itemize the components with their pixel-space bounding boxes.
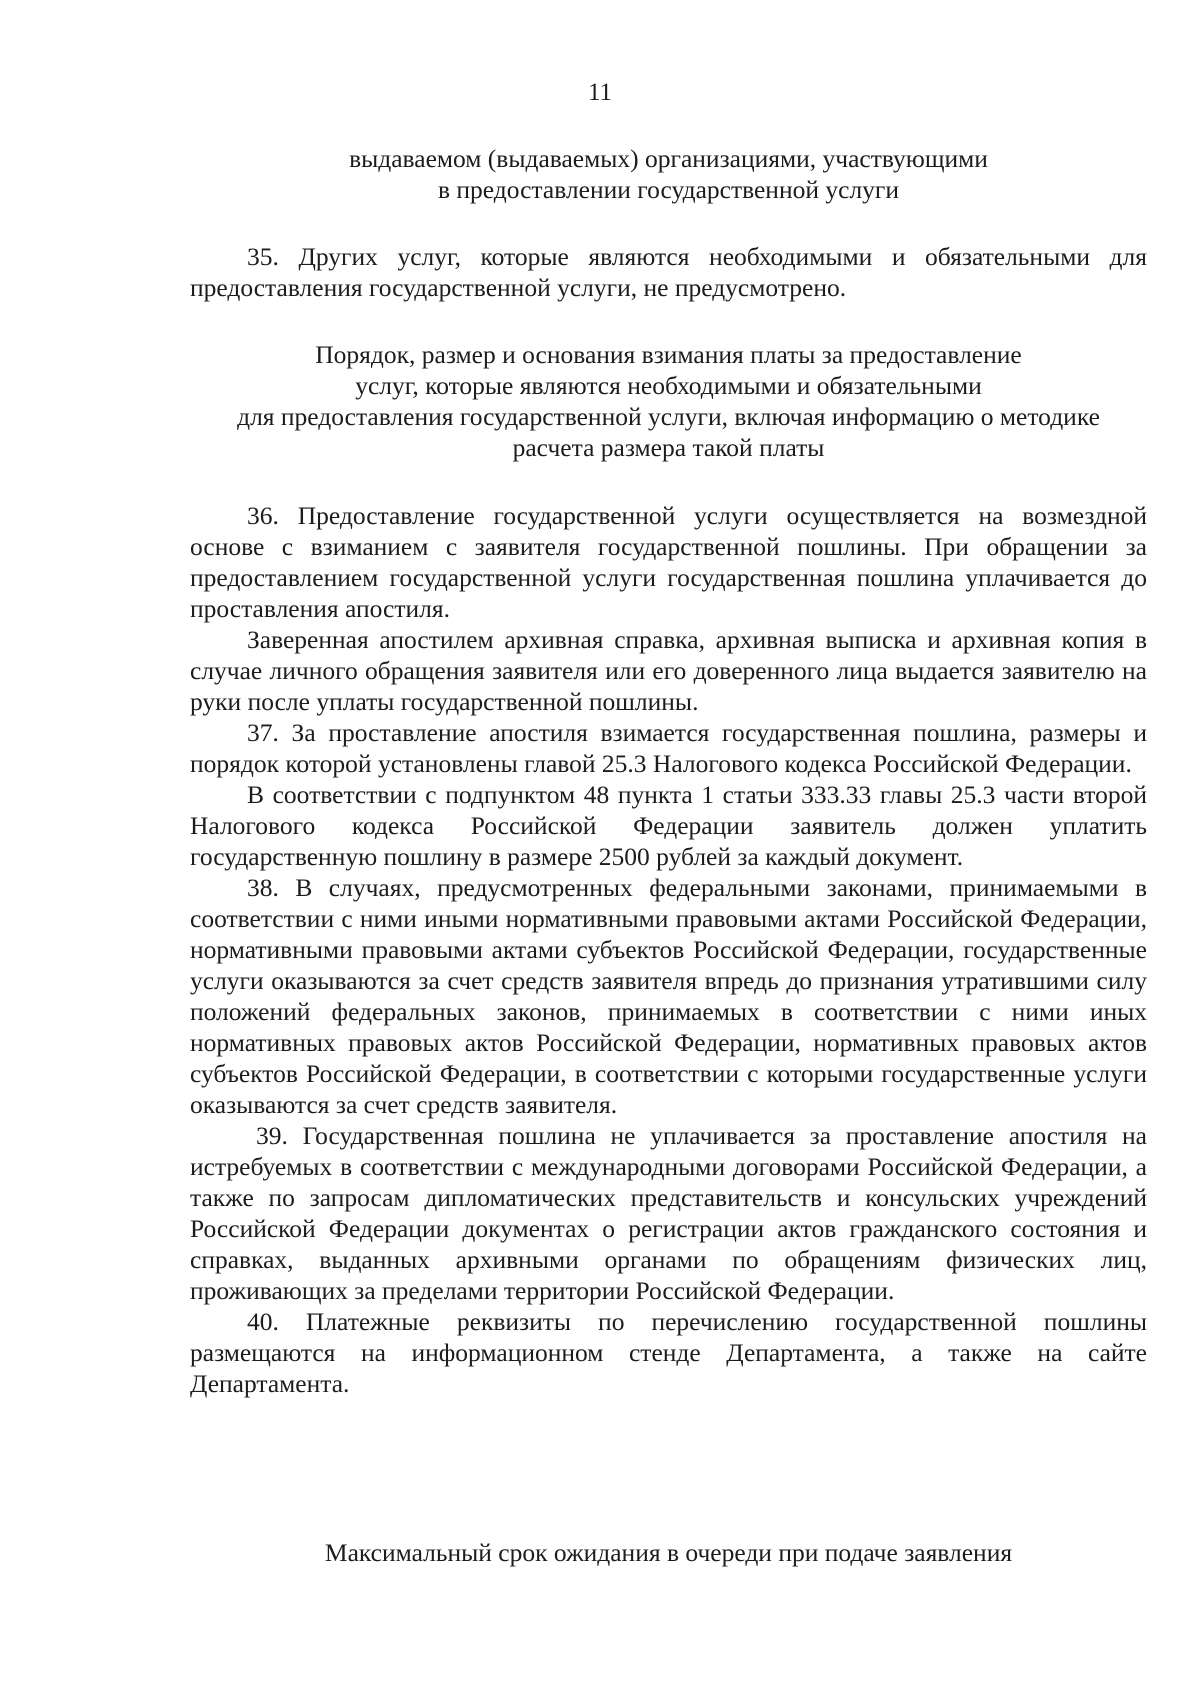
page-number: 11 <box>587 79 613 106</box>
paragraph-block <box>190 500 1147 1399</box>
paragraph-37: 37. За проставление апостиля взимается государственная пошлина, размеры и порядок которой установлены главой 25.3 Налогового кодекса Российской Федерации. <box>190 718 1147 778</box>
heading-line: услуг, которые являются необходимыми и обязательными <box>355 371 982 400</box>
heading-line: для предоставления государственной услуги, включая информацию о методике <box>237 402 1100 431</box>
section-heading-fees <box>190 339 1147 463</box>
paragraph-37-continued: В соответствии с подпунктом 48 пункта 1 статьи 333.33 главы 25.3 части второй Налогового кодекса Российской Федерации заявитель должен уплатить государственную пошлину в размере 2500 рублей за каждый документ. <box>190 780 1147 871</box>
paragraph-39: 39. Государственная пошлина не уплачивается за проставление апостиля на истребуемых в соответствии с международными договорами Российской Федерации, а также по запросам дипломатических представительств и консульских учреждений Российской Федерации документах о регистрации актов гражданского состояния и справках, выданных архивными органами по обращениям физических лиц, проживающих за пределами территории Российской Федерации. <box>190 1121 1147 1305</box>
paragraph-block <box>190 241 1147 303</box>
paragraph-36-continued: Заверенная апостилем архивная справка, архивная выписка и архивная копия в случае личного обращения заявителя или его доверенного лица выдается заявителю на руки после уплаты государственной пошлины. <box>190 625 1147 716</box>
heading-line: в предоставлении государственной услуги <box>437 175 900 204</box>
paragraph-38: 38. В случаях, предусмотренных федеральными законами, принимаемыми в соответствии с ними иными нормативными правовыми актами Российской Федерации, нормативными правовыми актами субъектов Российской Федерации, государственные услуги оказываются за счет средств заявителя впредь до признания утратившими силу положений федеральных законов, принимаемых в соответствии с ними иных нормативных правовых актов Российской Федерации, нормативных правовых актов субъектов Российской Федерации, в соответствии с которыми государственные услуги оказываются за счет средств заявителя. <box>190 873 1147 1119</box>
section-heading-queue <box>190 1537 1147 1568</box>
heading-line: расчета размера такой платы <box>512 433 825 462</box>
paragraph-35: 35. Других услуг, которые являются необходимыми и обязательными для предоставления государственной услуги, не предусмотрено. <box>190 242 1147 302</box>
paragraph-40: 40. Платежные реквизиты по перечислению государственной пошлины размещаются на информационном стенде Департамента, а также на сайте Департамента. <box>190 1307 1147 1398</box>
heading-line: выдаваемом (выдаваемых) организациями, участвующими <box>349 144 988 173</box>
heading-line: Максимальный срок ожидания в очереди при подаче заявления <box>324 1538 1013 1567</box>
paragraph-36: 36. Предоставление государственной услуги осуществляется на возмездной основе с взиманием с заявителя государственной пошлины. При обращении за предоставлением государственной услуги государственная пошлина уплачивается до проставления апостиля. <box>190 501 1147 623</box>
section-heading-continued <box>190 143 1147 205</box>
heading-line: Порядок, размер и основания взимания платы за предоставление <box>315 340 1022 369</box>
